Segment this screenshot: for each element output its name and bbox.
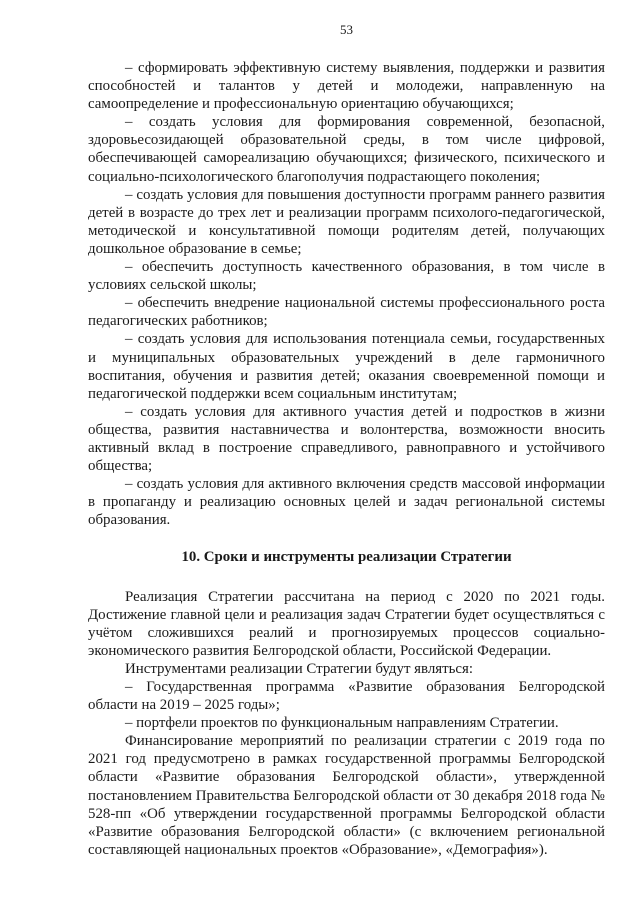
paragraph-goal-media: – создать условия для активного включения средств массовой информации в пропаганду и реализацию основных целей и задач региональной системы образования. — [88, 476, 605, 529]
paragraph-goal-early-development: – создать условия для повышения доступности программ раннего развития детей в возрасте до трех лет и реализации программ психолого-педагогической, методической и консультативной помощи родителям детей, получающих дошкольное образование в семье; — [88, 186, 605, 257]
paragraph-goal-family: – создать условия для использования потенциала семьи, государственных и муниципальных образовательных учреждений в деле гармоничного воспитания, обучения и развития детей; оказания своевременной помощи и педагогической поддержки всем социальным институтам; — [88, 331, 605, 402]
section-heading: 10. Сроки и инструменты реализации Стратегии — [181, 549, 512, 566]
paragraph-instrument-state-program: – Государственная программа «Развитие образования Белгородской области на 2019 – 2025 годы»; — [88, 679, 605, 714]
paragraph-goal-teacher-growth: – обеспечить внедрение национальной системы профессионального роста педагогических работников; — [88, 295, 605, 330]
paragraph-goal-talents: – сформировать эффективную систему выявления, поддержки и развития способностей и талантов у детей и молодежи, направленную на самоопределение и профессиональную ориентацию обучающихся; — [88, 60, 605, 113]
paragraph-instrument-portfolios: – портфели проектов по функциональным направлениям Стратегии. — [125, 715, 559, 732]
page-number: 53 — [340, 22, 353, 37]
document-page — [88, 0, 605, 905]
paragraph-instruments-intro: Инструментами реализации Стратегии будут являться: — [125, 660, 474, 677]
paragraph-goal-rural-school: – обеспечить доступность качественного образования, в том числе в условиях сельской школы; — [88, 259, 605, 294]
paragraph-financing: Финансирование мероприятий по реализации стратегии с 2019 года по 2021 год предусмотрено в рамках государственной программы Белгородской области «Развитие образования Белгородской области», утвержденной постановлением Правительства Белгородской области от 30 декабря 2018 года № 528-пп «Об утверждении государственной программы Белгородской области «Развитие образования Белгородской области» (с включением региональной составляющей национальных проектов «Образование», «Демография»). — [88, 733, 605, 858]
document-body — [88, 59, 605, 859]
paragraph-goal-environment: – создать условия для формирования современной, безопасной, здоровьесозидающей образовательной среды, в том числе цифровой, обеспечивающей самореализацию обучающихся; физического, психического и социально-психологического благополучия подрастающего поколения; — [88, 114, 605, 185]
paragraph-goal-youth-participation: – создать условия для активного участия детей и подростков в жизни общества, развития наставничества и волонтерства, возможности вносить активный вклад в построение справедливого, равноправного и устойчивого общества; — [88, 403, 605, 475]
paragraph-period: Реализация Стратегии рассчитана на период с 2020 по 2021 годы. Достижение главной цели и реализация задач Стратегии будет осуществляться с учётом сложившихся реалий и прогнозируемых процессов социально-экономического развития Белгородской области, Российской Федерации. — [88, 588, 605, 659]
